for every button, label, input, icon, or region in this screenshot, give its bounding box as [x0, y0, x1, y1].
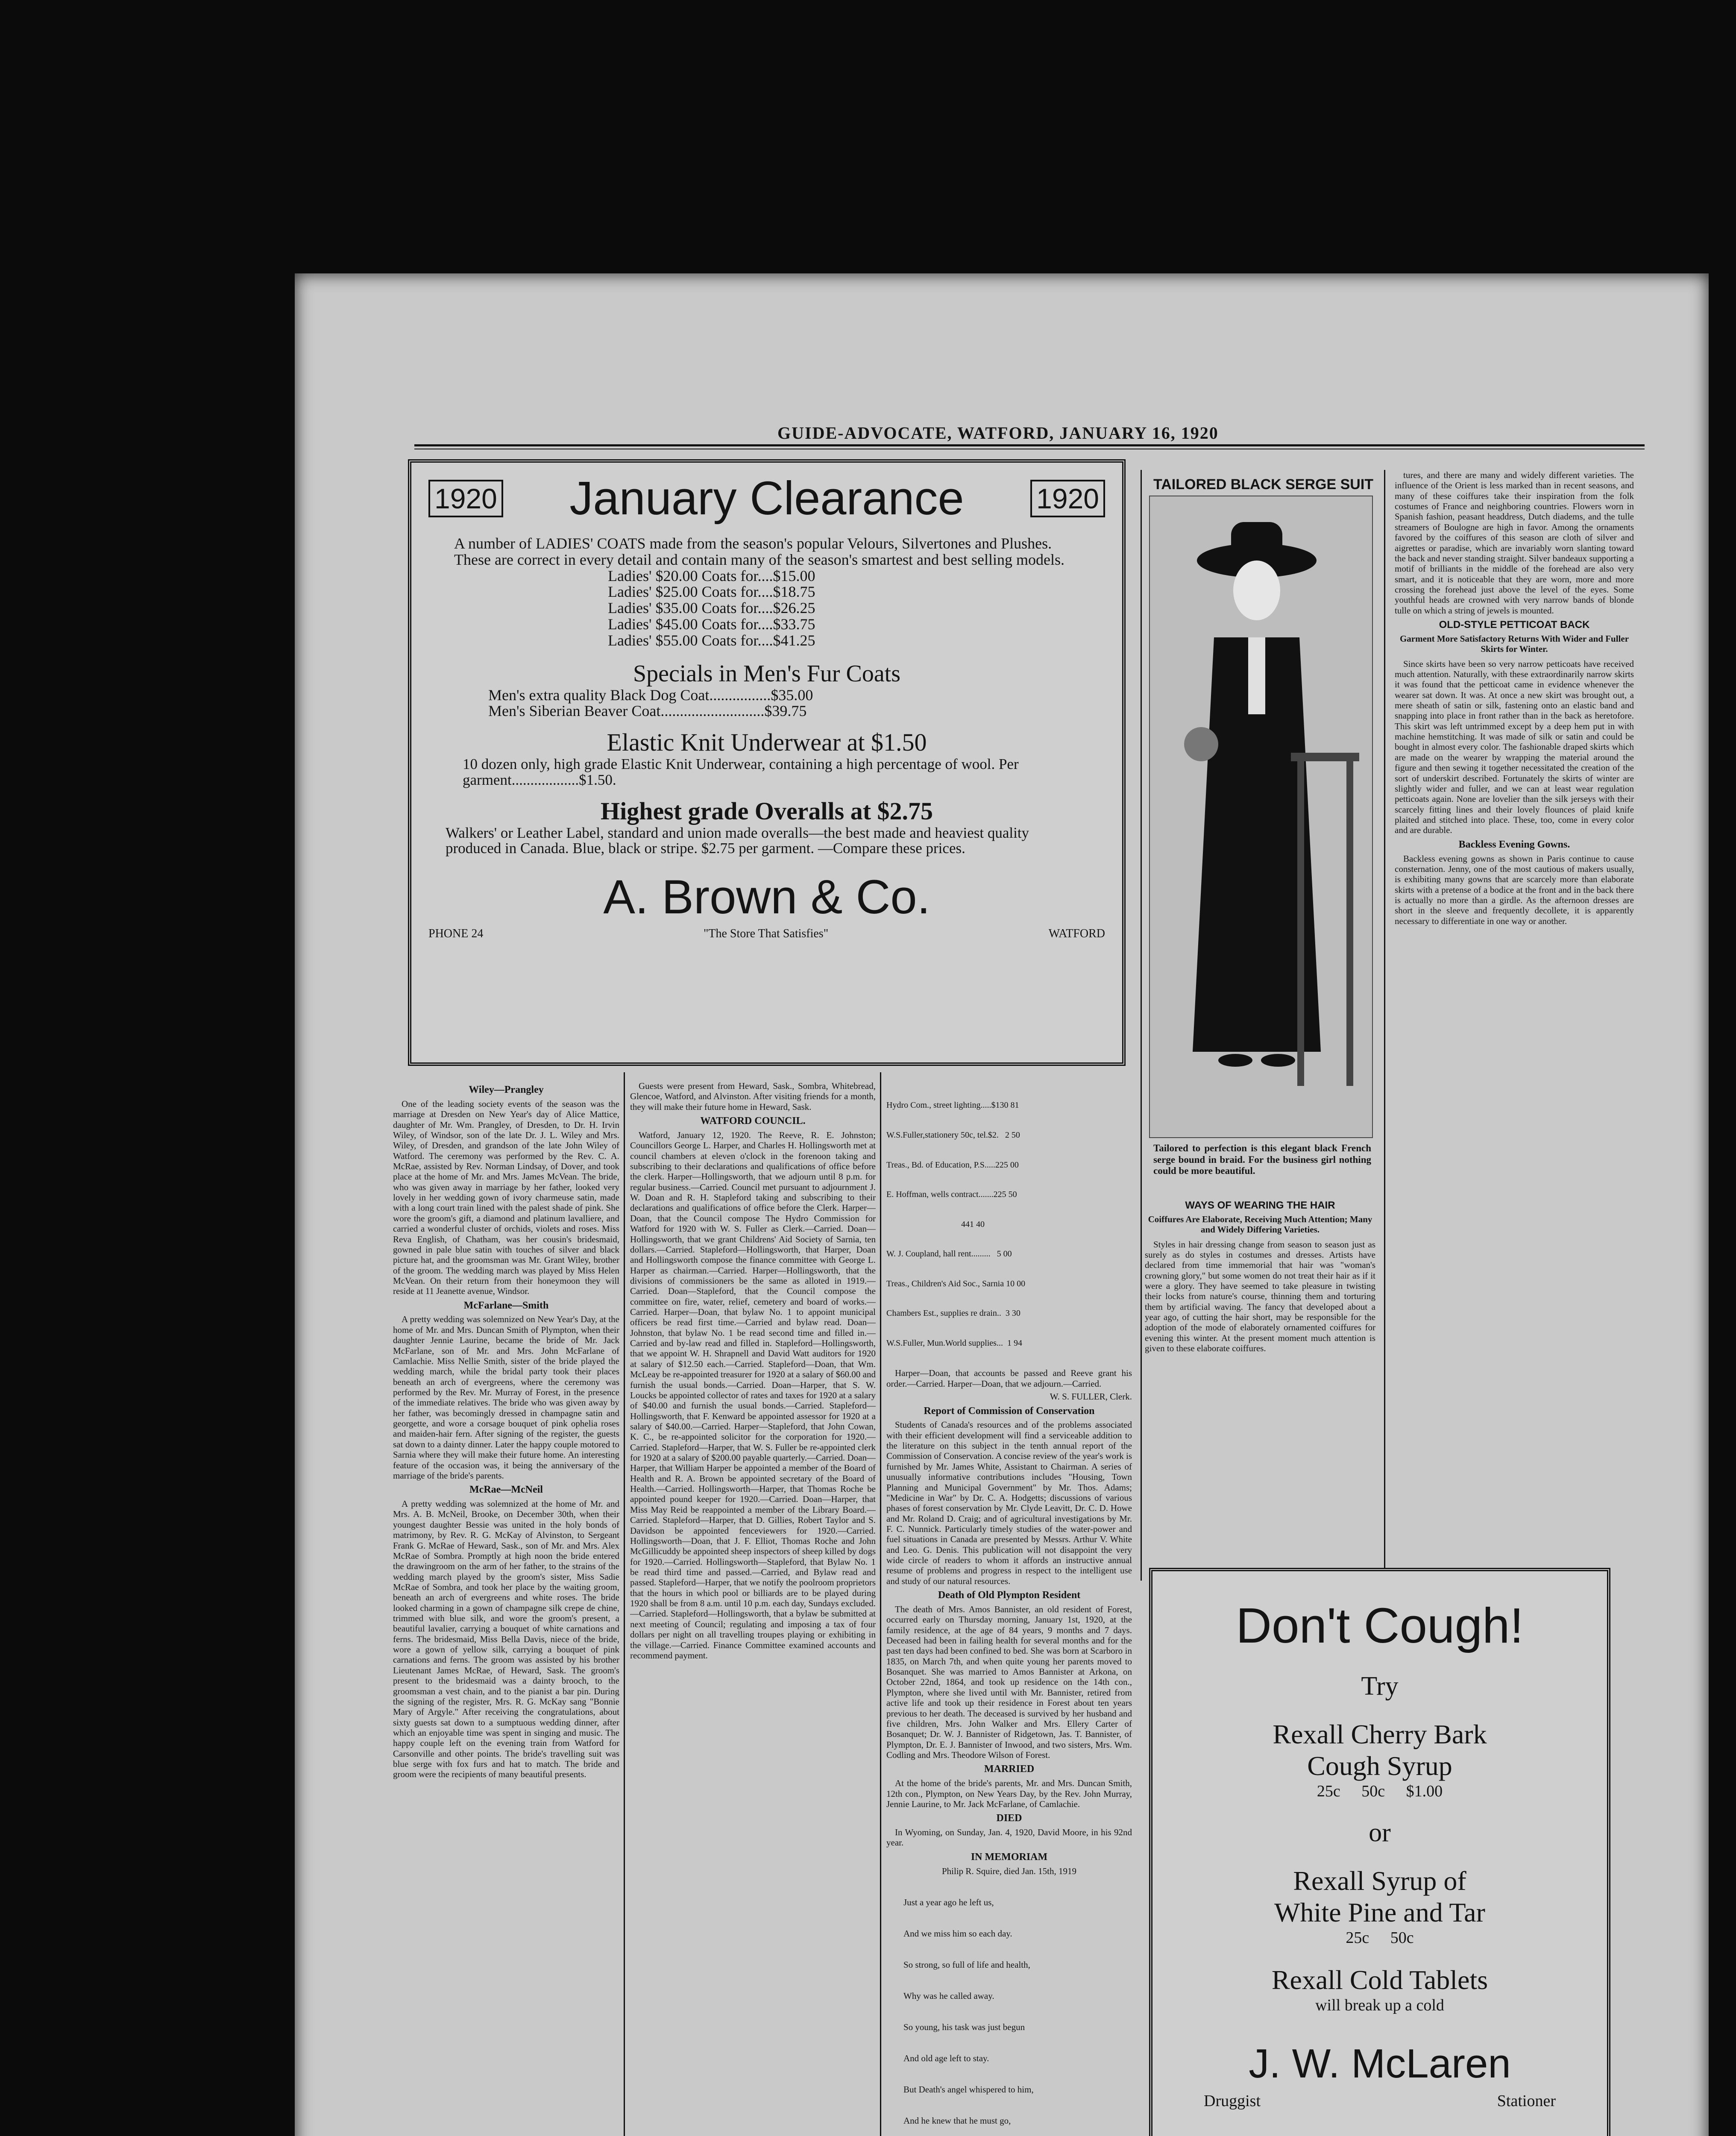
hair-continued-body: tures, and there are many and widely different varieties. The influence of the Orient is less marked than in recent seasons, and many of these coiffures take their inspiration from the folk costumes of France and neighboring countries. Flowers worn in Spanish fashion, peasant headdress, Dutch diadems, and the tulle streamers of Boulogne are high in favor. Among the ornaments favored by the coiffures of this season are cloth of silver and aigrettes or paradise, which are invariably worn slanting toward the back and never standing straight. Silver bandeaux supporting a motif of brilliants in the middle of the forehead are also very smart, and it is noticeable that they are worn, more and more crossing the forehead just above the level of the eyes. Some youthful heads are crowned with very narrow bands of blonde tulle on which a string of jewels is mounted.: [1395, 470, 1634, 616]
account-line: W.S.Fuller, Mun.World supplies... 1 94: [886, 1338, 1022, 1348]
death-body: The death of Mrs. Amos Bannister, an old resident of Forest, occurred early on Thursday morning, January 1st, 1920, at the family residence, at the age of 84 years, 9 months and 7 days. Deceased had been in failing health for several months and for the past ten days had been confined to bed. She was born at Scarboro in 1835, on March 7th, and when quite young her parents moved to Bosanquet. She was married to Amos Bannister at Arkona, on October 22nd, 1864, and took up residence on the 14th con., Plympton, where she lived until with Mr. Bannister, retired from active life and took up their residence in Forest about ten years previous to her death. The deceased is survived by her husband and five children, Mrs. John Walker and Mrs. Ellery Carter of Bosanquet; Dr. W. J. Bannister of Ridgetown, Jas. T. Bannister, of Plympton, Dr. E. J. Bannister of Inwood, and two sisters, Mrs. Wm. Codling and Mrs. Theodore Wilson of Forest.: [886, 1604, 1132, 1760]
hair-article: [1145, 1196, 1375, 1572]
account-line: Treas., Bd. of Education, P.S.....225 00: [886, 1160, 1019, 1170]
died-body: In Wyoming, on Sunday, Jan. 4, 1920, David Moore, in his 92nd year.: [886, 1827, 1132, 1848]
masthead: GUIDE-ADVOCATE, WATFORD, JANUARY 16, 1920: [777, 423, 1219, 443]
cough-stationer: Stationer: [1497, 2092, 1556, 2110]
cough-title: Don't Cough!: [1236, 1598, 1524, 1653]
accounts-motion: Harper—Doan, that accounts be passed and Reeve grant his order.—Carried. Harper—Doan, that we adjourn.—Carried.: [886, 1368, 1132, 1389]
column-rule: [1141, 470, 1142, 1581]
mcrae-mcneil-headline: McRae—McNeil: [469, 1484, 543, 1496]
account-line: E. Hoffman, wells contract.......225 50: [886, 1190, 1017, 1200]
hair-body: Styles in hair dressing change from season to season just as surely as do styles in costumes and dresses. Artists have declared from time immemorial that hair was "woman's crowning glory," but some women do not treat their hair as if it were a glory. They have seemed to take pleasure in twisting their locks from nature's course, thinning them and torturing them by artificial waving. The fancy that developed about a year ago, of cutting the hair short, may be responsible for the adoption of the mode of elaborately ornamented coiffures for evening this winter. At the present moment much attention is given to these elaborate coiffures.: [1145, 1239, 1375, 1354]
coat-price-list: [608, 568, 1105, 649]
account-line: W. J. Coupland, hall rent......... 5 00: [886, 1249, 1012, 1259]
cough-or: or: [1369, 1818, 1391, 1847]
ad-year-left: 1920: [428, 480, 503, 517]
suit-illustration: [1149, 496, 1373, 1138]
guests-lead: Guests were present from Heward, Sask., Sombra, Whitebread, Glencoe, Watford, and Alvinston. After visiting friends for a month, they will make their future home in Heward, Sask.: [630, 1081, 876, 1112]
poem-line: And old age left to stay.: [903, 2053, 989, 2064]
clearance-ad: [408, 459, 1126, 1066]
conservation-body: Students of Canada's resources and of the problems associated with their efficient development will find a serviceable addition to the literature on this subject in the tenth annual report of the Commission of Conservation. A concise review of the year's work is furnished by Mr. James White, Assistant to Chairman. A series of unusually informative contributions includes "Housing, Town Planning and Municipal Government" by Mr. Thos. Adams; "Medicine in War" by Dr. C. A. Hodgetts; discussions of various phases of forest conservation by Mr. Clyde Leavitt, Dr. C. D. Howe and Mr. Roland D. Craig; and of agricultural investigations by Mr. F. C. Nunnick. Particularly timely studies of the water-power and fuel situations in Canada are presented by Messrs. Arthur V. White and Leo. G. Denis. This publication will not disappoint the very wide circle of readers to whom it affords an instructive annual resume of problems and progress in respect to the intelligent use and study of our natural resources.: [886, 1420, 1132, 1586]
underwear-text: 10 dozen only, high grade Elastic Knit Underwear, containing a high percentage of wool. Per garment..................$1.50.: [463, 756, 1019, 788]
cough-prices-1: 25c 50c $1.00: [1317, 1782, 1443, 1800]
married-body: At the home of the bride's parents, Mr. and Mrs. Duncan Smith, 12th con., Plympton, on New Years Day, by the Rev. John Murray, Jennie Laurine, to Mr. Jack McFarlane, of Camlachie.: [886, 1778, 1132, 1809]
account-line: Hydro Com., street lighting.....$130 81: [886, 1100, 1019, 1110]
clerk-signature: W. S. FULLER, Clerk.: [1050, 1391, 1132, 1402]
account-line: 441 40: [886, 1219, 985, 1229]
cough-product-1: Rexall Cherry Bark: [1273, 1719, 1487, 1749]
cough-product-1b: Cough Syrup: [1307, 1751, 1452, 1781]
cough-ad: [1149, 1568, 1610, 2136]
accounts-list: [886, 1081, 1132, 1368]
coat-price-item: Ladies' $25.00 Coats for....$18.75: [608, 583, 815, 601]
store-phone: PHONE 24: [428, 927, 484, 941]
fur-price-item: Men's extra quality Black Dog Coat................$35.00: [488, 686, 813, 704]
fashion-caption: Tailored to perfection is this elegant black French serge bound in braid. For the business girl nothing could be more beautiful.: [1153, 1143, 1371, 1177]
petticoat-subhead: Garment More Satisfactory Returns With Wider and Fuller Skirts for Winter.: [1399, 633, 1629, 654]
furs-heading: Specials in Men's Fur Coats: [633, 660, 901, 687]
council-headline: WATFORD COUNCIL.: [700, 1115, 806, 1127]
account-line: Chambers Est., supplies re drain.. 3 30: [886, 1309, 1020, 1318]
coat-price-item: Ladies' $55.00 Coats for....$41.25: [608, 631, 815, 649]
column-rule: [624, 1072, 625, 2136]
hair-headline: WAYS OF WEARING THE HAIR: [1185, 1200, 1335, 1211]
memoriam-poem: [886, 1876, 1132, 2136]
wiley-prangley-headline: Wiley—Prangley: [469, 1084, 544, 1095]
council-column: [630, 1081, 876, 2136]
ad-title: January Clearance: [569, 472, 964, 525]
petticoat-headline: OLD-STYLE PETTICOAT BACK: [1439, 619, 1590, 631]
overalls-text: Walkers' or Leather Label, standard and union made overalls—the best made and heaviest quality produced in Canada. Blue, black or stripe. $2.75 per garment. —Compare these prices.: [446, 824, 1029, 857]
cough-product-2: Rexall Syrup of: [1293, 1866, 1466, 1896]
account-line: Treas., Children's Aid Soc., Sarnia 10 00: [886, 1279, 1026, 1288]
weddings-column: [393, 1081, 619, 2136]
poem-line: But Death's angel whispered to him,: [903, 2084, 1034, 2095]
poem-line: Why was he called away.: [903, 1990, 994, 2001]
council-body: Watford, January 12, 1920. The Reeve, R. E. Johnston; Councillors George L. Harper, and Charles H. Hollingsworth met at council chambers at eleven o'clock in the forenoon taking and subscribing to their declarations and qualifications of office before the clerk. Harper—Hollingsworth, that we adjourn until 8 p.m. for regular business.—Carried. Council met pursuant to adjournment J. W. Doan and R. H. Stapleford taking and subscribing to their declarations and qualifications of office before the Clerk. Harper—Doan, that the Council compose The Hydro Commission for Watford for 1920 with W. S. Fuller as Clerk.—Carried. Doan—Hollingsworth, that we grant Childrens' Aid Society of Sarnia, ten dollars.—Carried. Stapleford—Hollingsworth, that Harper, Doan and Hollingsworth compose the finance committee with George L. Harper as chairman.—Carried. Harper—Hollingsworth, that the divisions of commissioners be the same as alloted in 1919.—Carried. Doan—Stapleford, that the Council compose the committee on fire, water, relief, cemetery and board of works.—Carried. Harper—Doan, that bylaw No. 1 to appoint municipal officers be read first time.—Carried and bylaw read. Doan—Johnston, that bylaw No. 1 be read second time and filled in.—Carried and by-law read and filled in. Stapleford—Hollingsworth, that we appoint W. H. Shrapnell and David Watt auditors for 1920 at salary of $12.50 each.—Carried. Stapleford—Doan, that Wm. McLeay be re-appointed treasurer for 1920 at a salary of $60.00 and furnish the usual bonds.—Carried. Doan—Harper, that S. W. Loucks be appointed collector of rates and taxes for 1920 at a salary of $40.00 and furnish the usual bonds.—Carried. Stapleford—Hollingsworth, that F. Kenward be appointed assessor for 1920 at a salary of $40.00.—Carried. Harper—Stapleford, that John Cowan, K. C., be re-appointed solicitor for the corporation for 1920.—Carried. Stapleford—Harper, that W. S. Fuller be re-appointed clerk for 1920 at a salary of $200.00 payable quarterly.—Carried. Doan—Harper, that William Harper be appointed a member of the Board of Health and R. A. Brown be appointed secretary of the Board of Health.—Carried. Hollingsworth—Harper, that Thomas Roche be appointed pound keeper for 1920.—Carried. Doan—Harper, that Miss May Reid be reappointed a member of the Library Board.—Carried. Stapleford—Harper, that D. Gillies, Robert Taylor and S. Davidson be appointed fenceviewers for 1920.—Carried. Hollingsworth—Doan, that J. F. Elliot, Thomas Roche and John McGillicuddy be appointed sheep inspectors of sheep killed by dogs for 1920.—Carried. Hollingsworth—Stapleford, that Bylaw No. 1 be read third time and passed.—Carried, and Bylaw read and passed. Stapleford—Harper, that we notify the poolroom proprietors that the hours in which pool or billiards are to be played during 1920 shall be from 8 a.m. until 10 p.m. each day, Sundays excluded.—Carried. Stapleford—Hollingsworth, that a bylaw be submitted at next meeting of Council; regulating and imposing a tax of four dollars per night on all travelling troupes playing or exhibiting in the village.—Carried. Finance Committee examined accounts and recommend payment.: [630, 1130, 876, 1661]
coat-price-item: Ladies' $35.00 Coats for....$26.25: [608, 599, 815, 617]
store-town: WATFORD: [1048, 927, 1105, 941]
coat-price-item: Ladies' $20.00 Coats for....$15.00: [608, 567, 815, 584]
coat-price-item: Ladies' $45.00 Coats for....$33.75: [608, 615, 815, 633]
cough-prices-2: 25c 50c: [1346, 1929, 1414, 1947]
masthead-rule: [414, 444, 1645, 446]
cough-druggist: Druggist: [1204, 2092, 1261, 2110]
ad-intro: A number of LADIES' COATS made from the season's popular Velours, Silvertones and Plushes. These are correct in every detail and contain many of the season's smartest and best selling models.: [454, 535, 1065, 568]
poem-line: So strong, so full of life and health,: [903, 1959, 1030, 1970]
fashion-headline: TAILORED BLACK SERGE SUIT: [1153, 476, 1374, 493]
hair-subhead: Coiffures Are Elaborate, Receiving Much Attention; Many and Widely Differing Varieties.: [1148, 1214, 1372, 1235]
wiley-prangley-body: One of the leading society events of the season was the marriage at Dresden on New Year's day of Alice Mattice, daughter of Mr. Wm. Prangley, of Dresden, to Dr. H. Irvin Wiley, of Windsor, son of the late Dr. J. L. Wiley and Mrs. Wiley, of Dresden, and grandson of the late John Wiley of Watford. The ceremony was performed by the Rev. C. A. McRae, assisted by Rev. Norman Lindsay, of Dover, and took place at the home of Mr. and Mrs. James McVean. The bride, who was given away in marriage by her father, looked very lovely in her wedding gown of ivory charmeuse satin, made with a long court train lined with the palest shade of pink. She wore the groom's gift, a diamond and platinum lavalliere, and carried a wonderful cluster of orchids, violets and roses. Miss Reva English, of Chatham, was her cousin's bridesmaid, gowned in pale blue satin with touches of silver and black picture hat, and the groomsman was Mr. Grant Wiley, brother of the groom. The wedding march was played by Miss Helen McVean. On their return from their honeymoon they will reside at 11 Jeanette avenue, Windsor.: [393, 1098, 619, 1297]
woman-suit-figure: [1150, 496, 1372, 1137]
account-line: W.S.Fuller,stationery 50c, tel.$2. 2 50: [886, 1130, 1020, 1140]
underwear-heading: Elastic Knit Underwear at $1.50: [607, 728, 927, 757]
cough-product-2b: White Pine and Tar: [1274, 1897, 1485, 1928]
poem-line: Just a year ago he left us,: [903, 1897, 994, 1907]
mcrae-mcneil-body: A pretty wedding was solemnized at the home of Mr. and Mrs. A. B. McNeil, Brooke, on December 30th, when their youngest daughter Bessie was united in the holy bonds of matrimony, by Rev. R. G. McKay of Alvinston, to Sergeant Frank G. McRae of Heward, Sask., son of Mr. and Mrs. Alex McRae of Sombra. Promptly at high noon the bride entered the drawingroom on the arm of her father, to the strains of the wedding march played by the groom's sister, Miss Sadie McRae of Sombra, and took her place by the waiting groom, beneath an arch of evergreens and white roses. The bride looked charming in a gown of champagne silk crepe de chine, trimmed with blue silk, and wore the groom's present, a beautiful lavalier, carrying a bouquet of white carnations and ferns. The bridesmaid, Miss Bella Davis, niece of the bride, wore a gown of yellow silk, carrying a bouquet of pink carnations and ferns. The groom was assisted by his brother Lieutenant James McRae, of Heward, Sask. The groom's present to the bridesmaid was a dainty brooch, to the groomsman a vest chain, and to the pianist a bar pin. During the signing of the register, Mrs. R. G. McKay sang "Bonnie Mary of Argyle." After receiving the congratulations, about sixty guests sat down to a sumptuous wedding dinner, after which an enjoyable time was spent in singing and music. The happy couple left on the evening train from Watford for Carsonville and other points. The bride's travelling suit was blue serge with fox furs and hat to match. The bride and groom were the recipients of many beautiful presents.: [393, 1499, 619, 1780]
memoriam-name: Philip R. Squire, died Jan. 15th, 1919: [942, 1866, 1076, 1876]
store-name: A. Brown & Co.: [603, 870, 930, 924]
fur-price-list: [488, 687, 1105, 720]
poem-line: And he knew that he must go,: [903, 2115, 1011, 2126]
cough-try: Try: [1361, 1672, 1399, 1701]
death-headline: Death of Old Plympton Resident: [938, 1590, 1081, 1601]
poem-line: So young, his task was just begun: [903, 2022, 1025, 2032]
mcfarlane-smith-headline: McFarlane—Smith: [463, 1300, 549, 1311]
column-rule: [1384, 470, 1385, 1581]
cough-product-3-sub: will break up a cold: [1315, 1996, 1444, 2014]
ad-year-right: 1920: [1030, 480, 1105, 517]
evening-body: Backless evening gowns as shown in Paris continue to cause consternation. Jenny, one of the most cautious of makers usually, is exhibiting many gowns that are scarcely more than elaborate skirts with a pretense of a bodice at the front and in the back there is actually no more than a girdle. As the afternoon dresses are short in the sleeve and frequently decollete, it is apparently necessary to differentiate in one way or another.: [1395, 853, 1634, 926]
column-rule: [880, 1072, 881, 2136]
overalls-heading: Highest grade Overalls at $2.75: [600, 797, 933, 825]
memoriam-headline: IN MEMORIAM: [971, 1851, 1048, 1863]
evening-headline: Backless Evening Gowns.: [1458, 839, 1570, 850]
fashion-right-column: [1395, 470, 1634, 1598]
conservation-headline: Report of Commission of Conservation: [924, 1405, 1095, 1417]
mcfarlane-smith-body: A pretty wedding was solemnized on New Year's Day, at the home of Mr. and Mrs. Duncan Smith of Plympton, when their daughter Jennie Laurine, became the bride of Mr. Jack McFarlane, son of Mr. and Mrs. John McFarlane of Camlachie. Miss Nellie Smith, sister of the bride played the wedding march, while the bridal party took their places beneath an arch of evergreens, where the ceremony was performed by the Rev. Mr. Murray of Forest, in the presence of the immediate relatives. The bride who was given away by her father, was becomingly dressed in champagne satin and georgette, and wore a corsage bouquet of pink ophelia roses and maiden-hair fern. After signing of the register, the guests sat down to a dainty dinner. Later the happy couple motored to Sarnia where they will make their future home. An interesting feature of the occasion was, it being the anniversary of the marriage of the bride's parents.: [393, 1314, 619, 1481]
poem-line: And we miss him so each day.: [903, 1928, 1012, 1939]
cough-store: J. W. McLaren: [1249, 2041, 1511, 2086]
died-headline: DIED: [996, 1813, 1022, 1824]
married-headline: MARRIED: [984, 1763, 1035, 1775]
reports-column: [886, 1081, 1132, 2136]
store-slogan: "The Store That Satisfies": [703, 927, 829, 941]
fur-price-item: Men's Siberian Beaver Coat...........................$39.75: [488, 702, 807, 720]
cough-product-3: Rexall Cold Tablets: [1271, 1965, 1488, 1995]
petticoat-body: Since skirts have been so very narrow petticoats have received much attention. Naturally, with these extraordinarily narrow skirts it was found that the petticoat came in evidence whenever the wearer sat down. It was. At once a new skirt was brought out, a mere sheath of satin or silk, fastening onto an elastic band and snapping into place in front rather than in the back as heretofore. This skirt was left untrimmed except by a deep hem put in with machine hemstitching. It was made of silk or satin and could be bought in almost every color. The fashionable draped skirts which are made on the wearer by wrapping the material around the figure and then sewing it together necessitated the creation of the sort of underskirt described. Fortunately the skirts of winter are slightly wider and fuller, and we can at least wear regulation petticoats again. None are lovelier than the silk jerseys with their scarcely fitting lines and their lovely flounces of plaid knife plaited and stitched into place. These, too, come in every color and are durable.: [1395, 658, 1634, 836]
